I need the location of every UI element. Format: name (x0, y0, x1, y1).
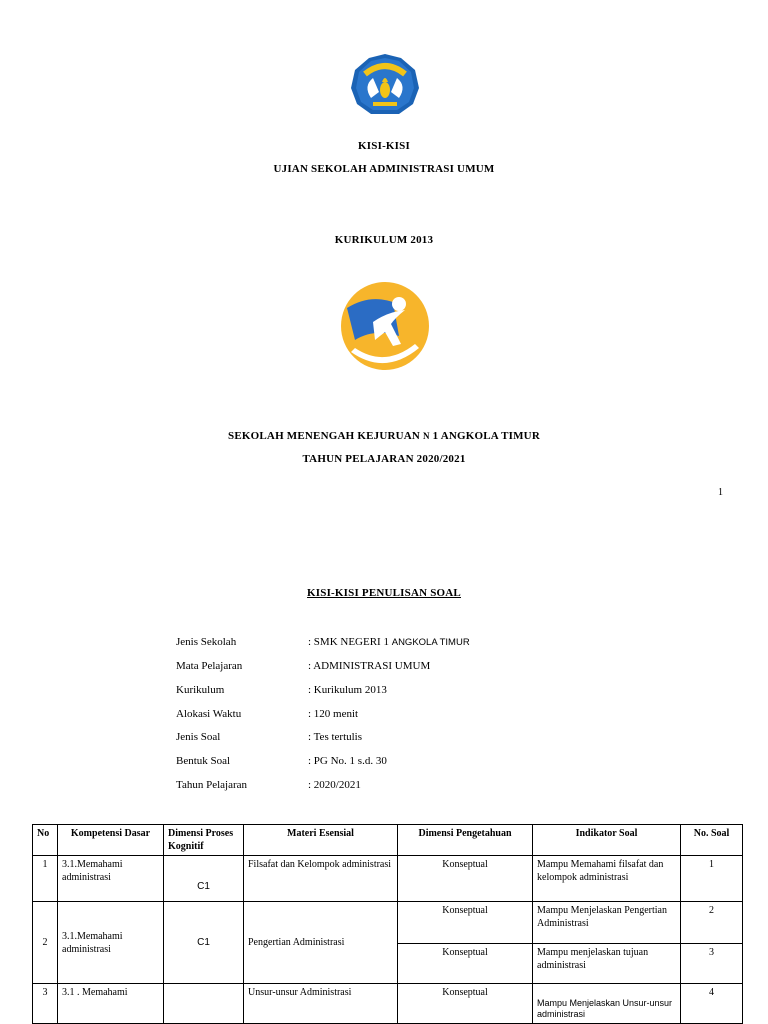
kisi-kisi-table (32, 824, 743, 1024)
cell-no: 2 (33, 902, 58, 984)
header-kompetensi-dasar: Kompetensi Dasar (58, 825, 164, 856)
header-no: No (33, 825, 58, 856)
cell-kognitif: C1 (164, 856, 244, 902)
cell-no: 1 (33, 856, 58, 902)
header-dimensi-pengetahuan: Dimensi Pengetahuan (398, 825, 533, 856)
header-dimensi-proses-kognitif: Dimensi Proses Kognitif (164, 825, 244, 856)
cell-indikator: Mampu Memahami filsafat dan kelompok administrasi (533, 856, 681, 902)
academic-year: TAHUN PELAJARAN 2020/2021 (302, 453, 466, 465)
curriculum-heading: KURIKULUM 2013 (334, 234, 434, 246)
cell-dimensi: Konseptual (398, 984, 533, 1024)
info-label: Alokasi Waktu (176, 708, 242, 720)
cell-no-soal: 3 (681, 944, 743, 984)
school-name-prefix: SEKOLAH MENENGAH KEJURUAN (228, 430, 423, 442)
section-title: KISI-KISI PENULISAN SOAL (307, 587, 461, 599)
info-value: : Kurikulum 2013 (308, 684, 387, 696)
info-value: : PG No. 1 s.d. 30 (308, 755, 387, 767)
table-row (33, 856, 743, 902)
info-label: Tahun Pelajaran (176, 779, 248, 791)
cell-materi: Unsur-unsur Administrasi (244, 984, 398, 1024)
tut-wuri-handayani-seal-icon (349, 52, 421, 118)
cell-no: 3 (33, 984, 58, 1024)
info-label: Kurikulum (176, 684, 225, 696)
cell-kompetensi-dasar: 3.1.Memahami administrasi (58, 856, 164, 902)
school-name-suffix: 1 ANGKOLA TIMUR (429, 430, 540, 442)
header-indikator-soal: Indikator Soal (533, 825, 681, 856)
info-value: : Tes tertulis (308, 731, 363, 743)
cell-dimensi: Konseptual (398, 856, 533, 902)
header-materi-esensial: Materi Esensial (244, 825, 398, 856)
info-value: : SMK NEGERI 1 ANGKOLA TIMUR (308, 636, 470, 648)
cell-dimensi: Konseptual (398, 902, 533, 944)
cell-kompetensi-dasar: 3.1 . Memahami (58, 984, 164, 1024)
cell-indikator: Mampu Menjelaskan Pengertian Administrasi (533, 902, 681, 944)
page-number: 1 (718, 487, 723, 498)
cell-dimensi: Konseptual (398, 944, 533, 984)
cell-no-soal: 4 (681, 984, 743, 1024)
cell-materi: Filsafat dan Kelompok administrasi (244, 856, 398, 902)
cell-indikator: Mampu menjelaskan tujuan administrasi (533, 944, 681, 984)
kurikulum-2013-logo-icon (339, 282, 431, 372)
cell-no-soal: 2 (681, 902, 743, 944)
table-row (33, 984, 743, 1024)
info-label: Jenis Soal (176, 731, 221, 743)
info-label: Bentuk Soal (176, 755, 231, 767)
doc-title: KISI-KISI (358, 140, 410, 152)
header-no-soal: No. Soal (681, 825, 743, 856)
school-name (0, 430, 768, 442)
cell-kognitif: C1 (164, 902, 244, 984)
table-header-row (33, 825, 743, 856)
info-label: Jenis Sekolah (176, 636, 237, 648)
cell-kompetensi-dasar: 3.1.Memahami administrasi (58, 902, 164, 984)
cell-kognitif (164, 984, 244, 1024)
cell-indikator: Mampu Menjelaskan Unsur-unsur administrasi (533, 984, 681, 1024)
cell-materi: Pengertian Administrasi (244, 902, 398, 984)
info-label: Mata Pelajaran (176, 660, 243, 672)
school-name-n: N (423, 431, 430, 441)
doc-subtitle: UJIAN SEKOLAH ADMINISTRASI UMUM (273, 163, 495, 175)
cell-no-soal: 1 (681, 856, 743, 902)
info-value: : 120 menit (308, 708, 359, 720)
info-value: : ADMINISTRASI UMUM (308, 660, 431, 672)
info-value: : 2020/2021 (308, 779, 361, 791)
table-row (33, 902, 743, 944)
